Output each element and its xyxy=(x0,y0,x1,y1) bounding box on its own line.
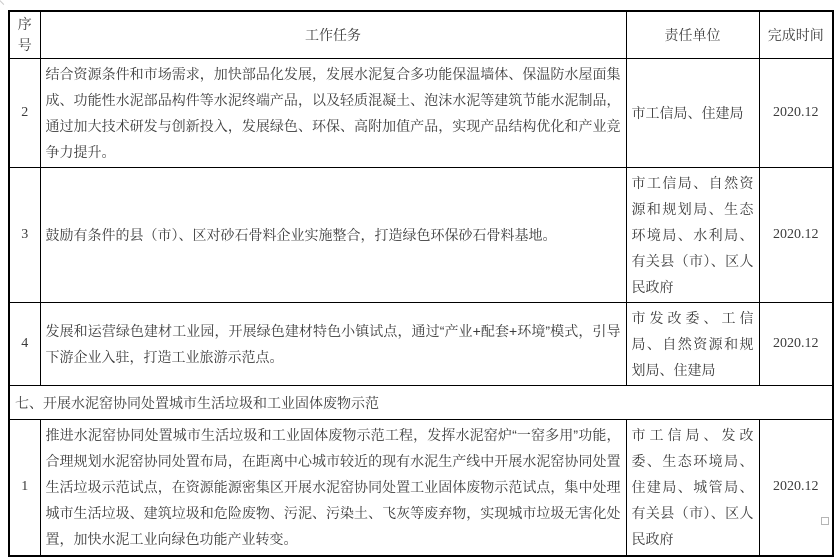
section-header-row xyxy=(9,386,833,420)
cell-work-task: 结合资源条件和市场需求，加快部品化发展，发展水泥复合多功能保温墙体、保温防水屋面集成、功能性水泥部品构件等水泥终端产品，以及轻质混凝土、泡沫水泥等建筑节能水泥制品，通过加大技术研发与创新投入，发展绿色、环保、高附加值产品，实现产品结构优化和产业竞争力提升。 xyxy=(40,59,626,168)
cell-serial-number: 1 xyxy=(9,420,40,556)
section-title: 七、开展水泥窑协同处置城市生活垃圾和工业固体废物示范 xyxy=(9,386,833,420)
corner-artifact xyxy=(0,0,4,5)
cell-responsible-unit: 市工信局、住建局 xyxy=(626,59,759,168)
table-resize-handle xyxy=(821,517,829,525)
header-serial-number: 序号 xyxy=(9,11,40,59)
work-plan-table xyxy=(8,10,834,557)
table-row xyxy=(9,59,833,168)
cell-completion-time: 2020.12 xyxy=(759,303,833,386)
cell-serial-number: 3 xyxy=(9,168,40,303)
cell-work-task: 鼓励有条件的县（市）、区对砂石骨料企业实施整合，打造绿色环保砂石骨料基地。 xyxy=(40,168,626,303)
cell-work-task: 推进水泥窑协同处置城市生活垃圾和工业固体废物示范工程，发挥水泥窑炉“一窑多用”功能，合理规划水泥窑协同处置布局，在距离中心城市较近的现有水泥生产线中开展水泥窑协同处置生活垃圾示范试点，在资源能源密集区开展水泥窑协同处置工业固体废物示范试点，集中处理城市生活垃圾、建筑垃圾和危险废物、污泥、污染土、飞灰等废弃物，实现城市垃圾无害化处置，加快水泥工业向绿色功能产业转变。 xyxy=(40,420,626,556)
cell-work-task: 发展和运营绿色建材工业园，开展绿色建材特色小镇试点，通过“产业+配套+环境”模式，引导下游企业入驻，打造工业旅游示范点。 xyxy=(40,303,626,386)
cell-completion-time: 2020.12 xyxy=(759,168,833,303)
table-row xyxy=(9,168,833,303)
header-completion-time: 完成时间 xyxy=(759,11,833,59)
table-row xyxy=(9,420,833,556)
cell-responsible-unit: 市发改委、工信局、自然资源和规划局、住建局 xyxy=(626,303,759,386)
cell-serial-number: 2 xyxy=(9,59,40,168)
cell-completion-time: 2020.12 xyxy=(759,59,833,168)
cell-completion-time: 2020.12 xyxy=(759,420,833,556)
cell-responsible-unit: 市工信局、自然资源和规划局、生态环境局、水利局、有关县（市）、区人民政府 xyxy=(626,168,759,303)
cell-serial-number: 4 xyxy=(9,303,40,386)
header-work-task: 工作任务 xyxy=(40,11,626,59)
header-responsible-unit: 责任单位 xyxy=(626,11,759,59)
cell-responsible-unit: 市工信局、发改委、生态环境局、住建局、城管局、有关县（市）、区人民政府 xyxy=(626,420,759,556)
table-row xyxy=(9,303,833,386)
table-header-row xyxy=(9,11,833,59)
